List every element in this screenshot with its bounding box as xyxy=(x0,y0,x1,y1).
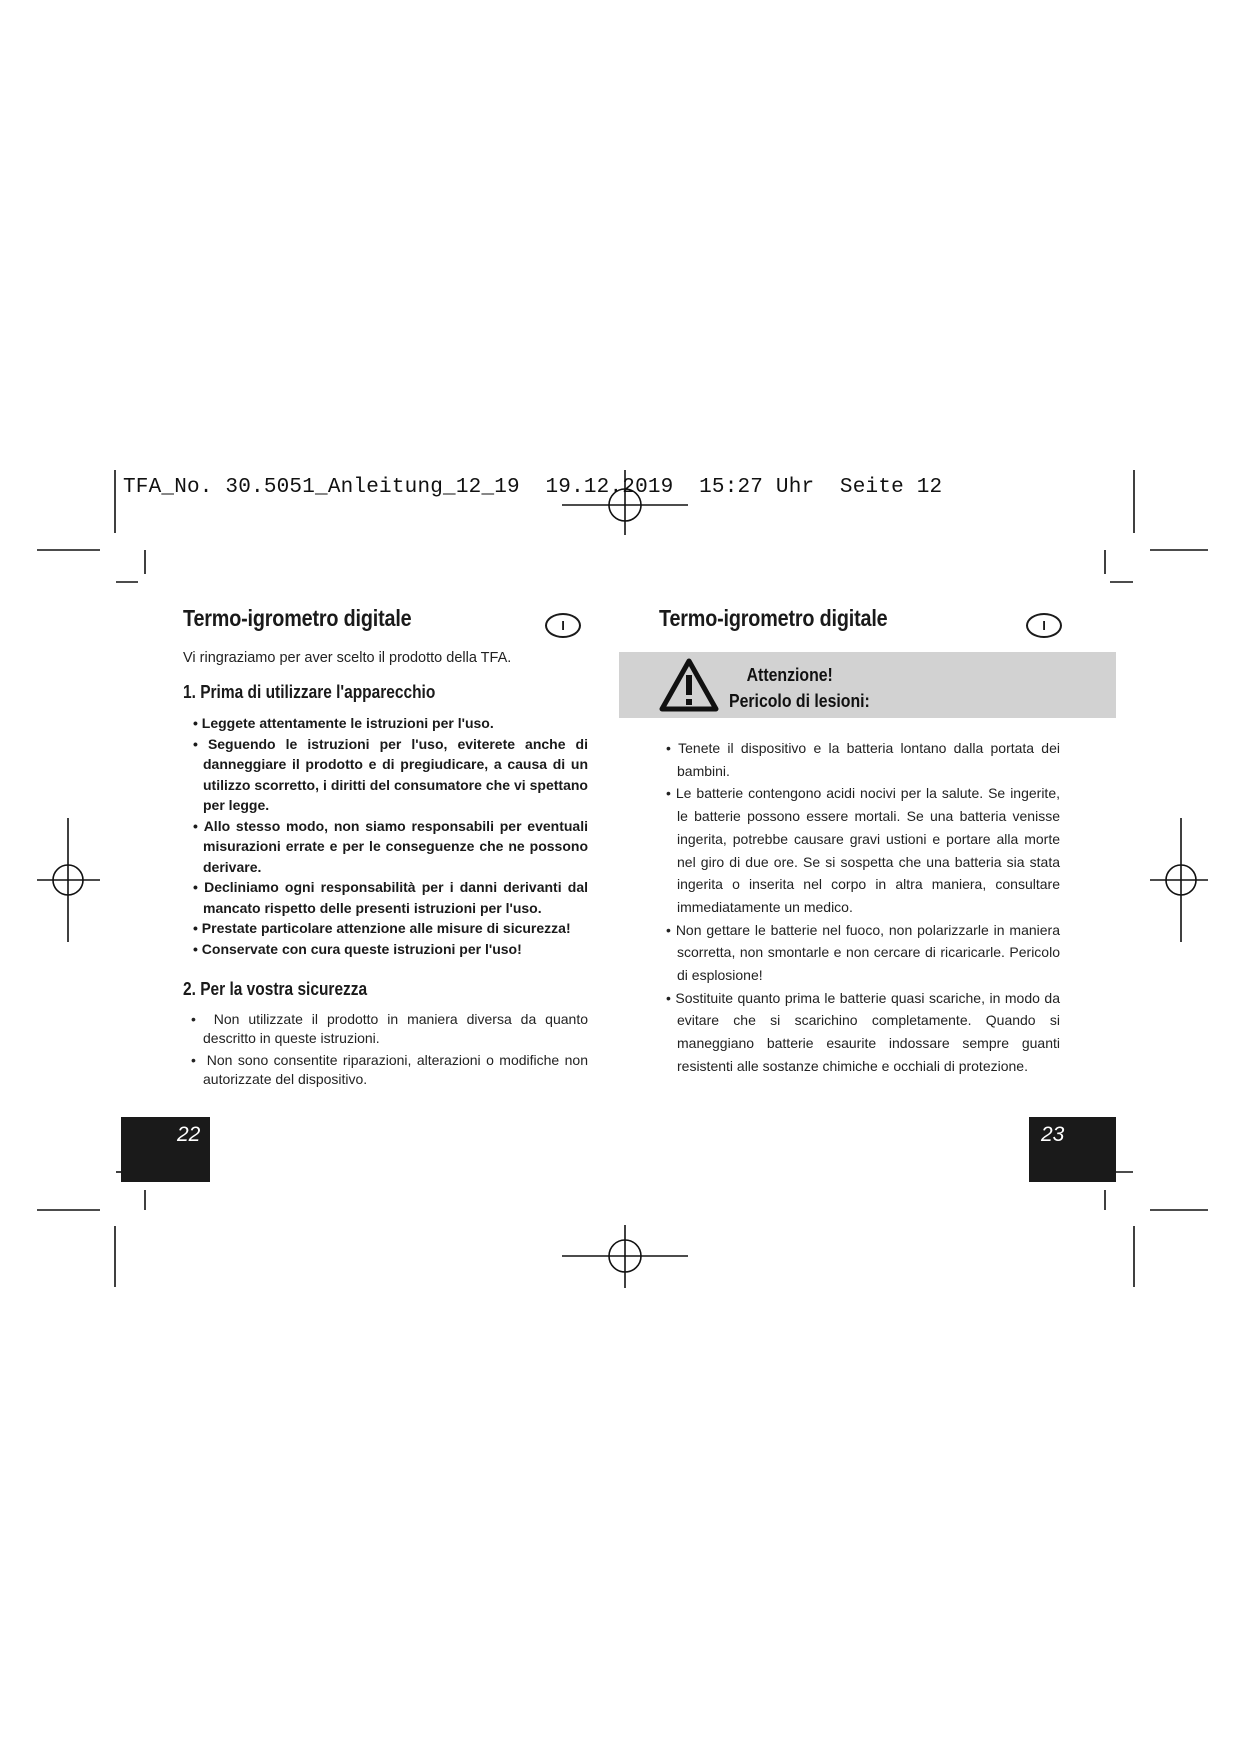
list-item: • Leggete attentamente le istruzioni per l'uso. xyxy=(183,713,588,734)
warning-box xyxy=(619,652,1116,718)
list-item: • Allo stesso modo, non siamo responsabili per eventuali misurazioni errate e per le conseguenze che ne possono derivare. xyxy=(183,816,588,878)
section-2-title: 2. Per la vostra sicurezza xyxy=(183,979,368,999)
right-page-title: Termo-igrometro digitale xyxy=(659,605,888,631)
page-number-text: 23 xyxy=(1041,1123,1065,1146)
list-item: • Decliniamo ogni responsabilità per i danni derivanti dal mancato rispetto delle presenti istruzioni per l'uso. xyxy=(183,877,588,918)
print-slug: TFA_No. 30.5051_Anleitung_12_19 19.12.2019 15:27 Uhr Seite 12 xyxy=(123,476,943,499)
list-item: • Le batterie contengono acidi nocivi per la salute. Se ingerite, le batterie possono essere mortali. Se una batteria venisse ingerita, potrebbe causare gravi ustioni e portare alla morte nel giro di due ore. Se si sospetta che una batteria sia stata ingerita o inserita nel corpo in altra maniera, consultare immediatamente un medico. xyxy=(657,782,1060,918)
list-item: • Seguendo le istruzioni per l'uso, eviterete anche di danneggiare il prodotto e di pregiudicare, a causa di un utilizzo scorretto, i diritti del consumatore che vi spettano per legge. xyxy=(183,734,588,816)
list-item: • Non gettare le batterie nel fuoco, non polarizzarle in maniera scorretta, non smontarle e non cercare di ricaricarle. Pericolo di esplosione! xyxy=(657,919,1060,987)
section-1-list xyxy=(183,713,588,959)
list-item: • Prestate particolare attenzione alle misure di sicurezza! xyxy=(183,918,588,939)
warning-triangle-icon xyxy=(659,658,719,712)
section-1-title: 1. Prima di utilizzare l'apparecchio xyxy=(183,682,436,702)
list-item: • Conservate con cura queste istruzioni per l'uso! xyxy=(183,939,588,960)
warning-subtitle: Pericolo di lesioni: xyxy=(729,691,870,711)
right-page xyxy=(659,605,1059,632)
page-number-text: 22 xyxy=(177,1123,201,1146)
section-2-list xyxy=(183,1010,588,1089)
warning-title: Attenzione! xyxy=(746,665,833,685)
list-item: • Sostituite quanto prima le batterie quasi scariche, in modo da evitare che si scarichino completamente. Quando si maneggiano batterie esaurite indossare sempre guanti resistenti alle sostanze chimiche e occhiali di protezione. xyxy=(657,987,1060,1078)
list-item: • Tenete il dispositivo e la batteria lontano dalla portata dei bambini. xyxy=(657,737,1060,782)
language-badge-left: I xyxy=(545,613,581,638)
list-item: • Non utilizzate il prodotto in maniera diversa da quanto descritto in queste istruzioni. xyxy=(183,1010,588,1048)
left-page-title: Termo-igrometro digitale xyxy=(183,605,412,631)
left-page xyxy=(183,605,588,1092)
safety-list xyxy=(657,737,1060,1078)
intro-text: Vi ringraziamo per aver scelto il prodotto della TFA. xyxy=(183,650,512,666)
language-badge-right: I xyxy=(1026,613,1062,638)
page-number-right xyxy=(1029,1117,1116,1182)
list-item: • Non sono consentite riparazioni, alterazioni o modifiche non autorizzate del dispositivo. xyxy=(183,1051,588,1089)
page-number-left xyxy=(121,1117,210,1182)
